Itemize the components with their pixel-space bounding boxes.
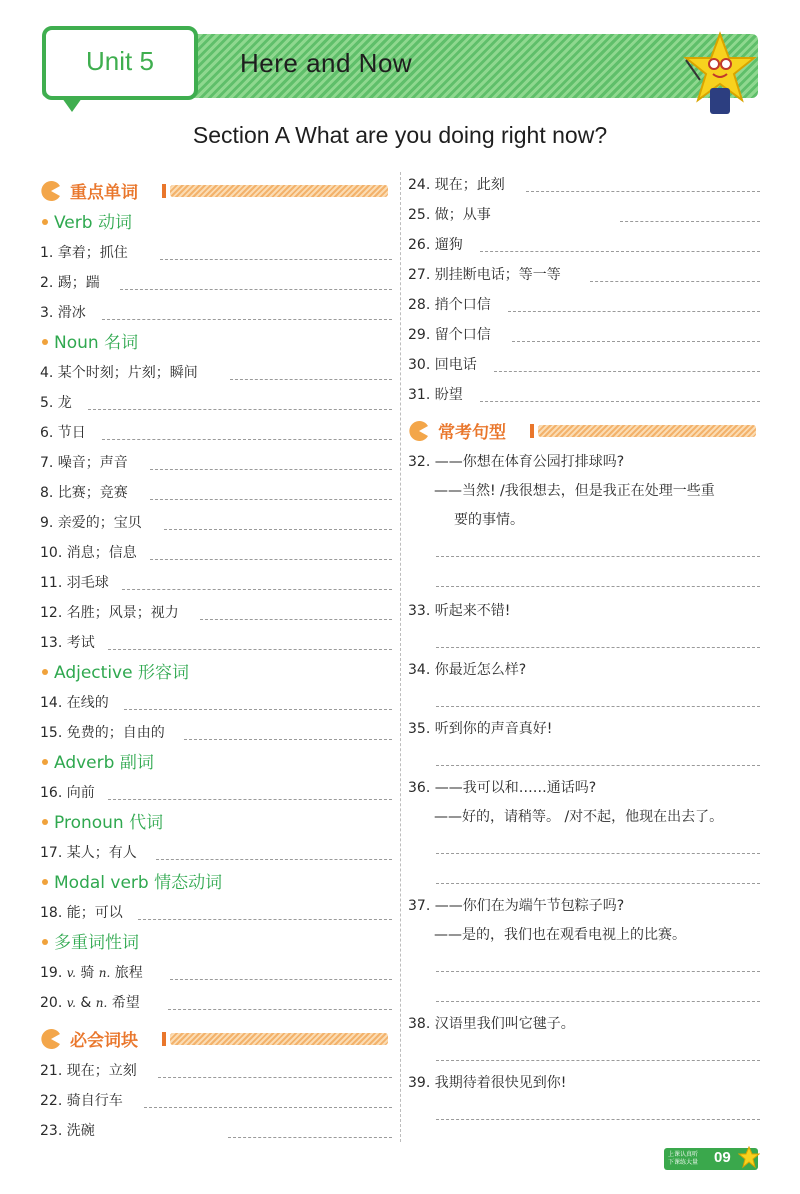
answer-blank[interactable] xyxy=(138,919,392,920)
answer-blank[interactable] xyxy=(408,1098,760,1128)
answer-blank[interactable] xyxy=(230,379,392,380)
adjective-subhead: Adjective 形容词 xyxy=(40,658,392,688)
answer-blank[interactable] xyxy=(408,535,760,565)
list-item: 20. v. & n. 希望 xyxy=(40,988,392,1018)
list-item: 19. v. 骑 n. 旅程 xyxy=(40,958,392,988)
list-item: 24. 现在；此刻 xyxy=(408,170,760,200)
answer-blank[interactable] xyxy=(228,1137,392,1138)
list-item: 21. 现在；立刻 xyxy=(40,1056,392,1086)
question-33: 33. 听起来不错! xyxy=(408,603,511,619)
pronoun-subhead: Pronoun 代词 xyxy=(40,808,392,838)
question-39: 39. 我期待着很快见到你! xyxy=(408,1075,567,1091)
sentence-heading: 常考句型 xyxy=(408,416,760,446)
answer-blank[interactable] xyxy=(108,649,392,650)
answer-blank[interactable] xyxy=(408,950,760,980)
question-36: 36. ——我可以和……通话吗? ——好的，请稍等。 /对不起，他现在出去了。 xyxy=(408,780,724,825)
answer-blank[interactable] xyxy=(184,739,392,740)
answer-blank[interactable] xyxy=(408,862,760,892)
list-item: 13. 考试 xyxy=(40,628,392,658)
answer-blank[interactable] xyxy=(480,401,760,402)
answer-blank[interactable] xyxy=(102,439,392,440)
answer-blank[interactable] xyxy=(102,319,392,320)
list-item: 5. 龙 xyxy=(40,388,392,418)
list-item: 22. 骑自行车 xyxy=(40,1086,392,1116)
answer-blank[interactable] xyxy=(120,289,392,290)
pacman-icon xyxy=(408,420,430,442)
list-item: 4. 某个时刻；片刻；瞬间 xyxy=(40,358,392,388)
left-column xyxy=(40,170,392,1146)
answer-blank[interactable] xyxy=(160,259,392,260)
answer-blank[interactable] xyxy=(590,281,760,282)
answer-blank[interactable] xyxy=(512,341,760,342)
unit-badge-tail xyxy=(62,98,82,112)
section-title: Section A What are you doing right now? xyxy=(192,122,608,148)
answer-blank[interactable] xyxy=(494,371,760,372)
list-item: 30. 回电话 xyxy=(408,350,760,380)
answer-blank[interactable] xyxy=(408,744,760,774)
answer-blank[interactable] xyxy=(164,529,392,530)
list-item: 3. 滑冰 xyxy=(40,298,392,328)
answer-blank[interactable] xyxy=(408,626,760,656)
list-item: 11. 羽毛球 xyxy=(40,568,392,598)
list-item: 26. 遛狗 xyxy=(408,230,760,260)
column-divider xyxy=(400,172,401,1142)
pacman-icon xyxy=(40,1028,62,1050)
list-item: 16. 向前 xyxy=(40,778,392,808)
answer-blank[interactable] xyxy=(150,499,392,500)
unit-label: Unit 5 xyxy=(86,46,154,76)
list-item: 17. 某人；有人 xyxy=(40,838,392,868)
list-item: 7. 噪音；声音 xyxy=(40,448,392,478)
unit-title: Here and Now xyxy=(240,48,413,78)
list-item: 8. 比赛；竞赛 xyxy=(40,478,392,508)
vocab-heading: 重点单词 xyxy=(40,176,392,206)
verb-subhead: Verb 动词 xyxy=(40,208,392,238)
answer-blank[interactable] xyxy=(158,1077,392,1078)
answer-blank[interactable] xyxy=(408,1039,760,1069)
list-item: 27. 别挂断电话；等一等 xyxy=(408,260,760,290)
list-item: 10. 消息；信息 xyxy=(40,538,392,568)
list-item: 14. 在线的 xyxy=(40,688,392,718)
answer-blank[interactable] xyxy=(408,832,760,862)
answer-blank[interactable] xyxy=(408,565,760,595)
list-item: 31. 盼望 xyxy=(408,380,760,410)
question-35: 35. 听到你的声音真好! xyxy=(408,721,553,737)
right-column xyxy=(408,170,760,1128)
page-footer-badge xyxy=(664,1148,758,1170)
list-item: 1. 拿着；抓住 xyxy=(40,238,392,268)
adverb-subhead: Adverb 副词 xyxy=(40,748,392,778)
answer-blank[interactable] xyxy=(124,709,392,710)
answer-blank[interactable] xyxy=(168,1009,392,1010)
answer-blank[interactable] xyxy=(480,251,760,252)
list-item: 9. 亲爱的；宝贝 xyxy=(40,508,392,538)
answer-blank[interactable] xyxy=(170,979,392,980)
list-item: 6. 节日 xyxy=(40,418,392,448)
list-item: 15. 免费的；自由的 xyxy=(40,718,392,748)
answer-blank[interactable] xyxy=(150,469,392,470)
answer-blank[interactable] xyxy=(108,799,392,800)
pacman-icon xyxy=(40,180,62,202)
list-item: 18. 能；可以 xyxy=(40,898,392,928)
answer-blank[interactable] xyxy=(122,589,392,590)
answer-blank[interactable] xyxy=(200,619,392,620)
answer-blank[interactable] xyxy=(508,311,760,312)
star-mascot-icon xyxy=(738,1146,760,1170)
question-37: 37. ——你们在为端午节包粽子吗? ——是的，我们也在观看电视上的比赛。 xyxy=(408,898,686,943)
multi-pos-subhead: 多重词性词 xyxy=(40,928,392,958)
page-number: 09 xyxy=(714,1149,731,1166)
noun-subhead: Noun 名词 xyxy=(40,328,392,358)
phrase-heading: 必会词块 xyxy=(40,1024,392,1054)
modal-verb-subhead: Modal verb 情态动词 xyxy=(40,868,392,898)
list-item: 12. 名胜；风景；视力 xyxy=(40,598,392,628)
answer-blank[interactable] xyxy=(620,221,760,222)
unit-badge xyxy=(42,26,198,100)
list-item: 28. 捎个口信 xyxy=(408,290,760,320)
answer-blank[interactable] xyxy=(150,559,392,560)
answer-blank[interactable] xyxy=(526,191,760,192)
question-38: 38. 汉语里我们叫它毽子。 xyxy=(408,1016,575,1032)
footer-motto-1: 上课认真听 xyxy=(668,1151,699,1158)
question-32: 32. ——你想在体育公园打排球吗? ——当然! /我很想去，但是我正在处理一些重 要的事情。 xyxy=(408,454,715,528)
footer-motto-2: 下课练大量 xyxy=(668,1159,699,1166)
answer-blank[interactable] xyxy=(88,409,392,410)
list-item: 25. 做；从事 xyxy=(408,200,760,230)
list-item: 23. 洗碗 xyxy=(40,1116,392,1146)
list-item: 2. 踢；踹 xyxy=(40,268,392,298)
list-item: 29. 留个口信 xyxy=(408,320,760,350)
star-mascot-icon xyxy=(680,30,760,120)
answer-blank[interactable] xyxy=(408,980,760,1010)
answer-blank[interactable] xyxy=(144,1107,392,1108)
answer-blank[interactable] xyxy=(156,859,392,860)
answer-blank[interactable] xyxy=(408,685,760,715)
question-34: 34. 你最近怎么样? xyxy=(408,662,527,678)
